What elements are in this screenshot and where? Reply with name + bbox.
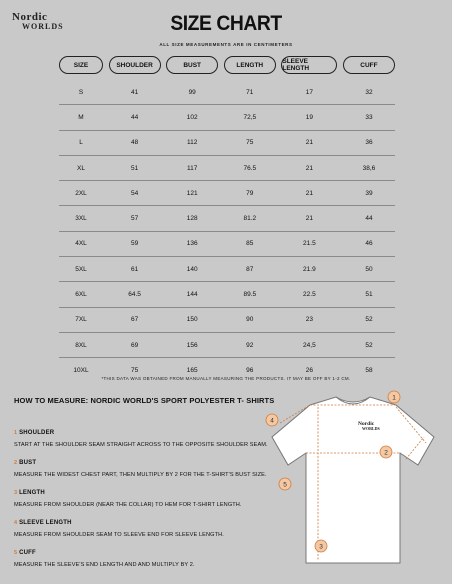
- cell-size: M: [78, 113, 84, 121]
- cell-sleeve-length: 22.5: [303, 291, 316, 299]
- cell-size: 7XL: [75, 316, 87, 324]
- howto-number: 5: [14, 550, 18, 556]
- cell-size: 3XL: [75, 215, 87, 223]
- cell-size: 5XL: [75, 265, 87, 273]
- cell-shoulder: 61: [130, 265, 139, 273]
- cell-cuff: 58: [365, 366, 373, 374]
- cell-sleeve-length: 17: [305, 88, 313, 96]
- cell-cuff: 50: [365, 265, 373, 273]
- howto-item-title: LENGTH: [19, 490, 45, 496]
- marker-5: [279, 478, 291, 490]
- table-header: [59, 56, 395, 76]
- svg-text:3: 3: [319, 543, 323, 551]
- howto-item-cuff: [14, 541, 195, 568]
- howto-number: 4: [14, 520, 18, 526]
- cell-shoulder: 51: [130, 164, 139, 172]
- cell-sleeve-length: 21: [305, 164, 313, 172]
- table-row: [59, 308, 395, 333]
- howto-item-desc: MEASURE THE SLEEVE'S END LENGTH AND AND MULTIPLY BY 2.: [14, 562, 195, 568]
- howto-number: 1: [14, 430, 18, 436]
- cell-sleeve-length: 21: [305, 189, 313, 197]
- cell-sleeve-length: 23: [305, 316, 313, 324]
- table-row: [59, 333, 395, 358]
- cell-length: 76.5: [243, 164, 257, 172]
- svg-text:5: 5: [283, 481, 287, 489]
- howto-item-title: BUST: [19, 460, 37, 466]
- cell-cuff: 36: [365, 139, 373, 147]
- marker-2: [380, 446, 392, 458]
- table-row: [59, 105, 395, 130]
- tshirt-diagram: [258, 385, 448, 575]
- table-row: [59, 206, 395, 231]
- cell-shoulder: 41: [130, 88, 139, 96]
- cell-size: 8XL: [75, 341, 87, 349]
- howto-item-title: SLEEVE LENGTH: [19, 520, 72, 526]
- cell-sleeve-length: 21.5: [303, 240, 316, 248]
- cell-length: 96: [246, 366, 254, 374]
- cell-sleeve-length: 21: [305, 215, 313, 223]
- cell-cuff: 44: [365, 215, 373, 223]
- cell-bust: 99: [188, 88, 196, 96]
- table-row: [59, 156, 395, 181]
- table-row: [59, 131, 395, 156]
- howto-item-desc: START AT THE SHOULDER SEAM STRAIGHT ACROSS TO THE OPPOSITE SHOULDER SEAM.: [14, 442, 268, 448]
- cell-shoulder: 44: [130, 113, 139, 121]
- howto-item-desc: MEASURE THE WIDEST CHEST PART, THEN MULTIPLY BY 2 FOR THE T-SHIRT'S BUST SIZE.: [14, 472, 267, 478]
- svg-text:2: 2: [384, 449, 388, 457]
- howto-item-title: SHOULDER: [19, 430, 55, 436]
- howto-item-sleeve-length: [14, 511, 224, 538]
- column-header-cuff: CUFF: [343, 56, 395, 74]
- cell-shoulder: 57: [130, 215, 139, 223]
- howto-title: HOW TO MEASURE: NORDIC WORLD'S SPORT POLYESTER T- SHIRTS: [14, 396, 275, 405]
- cell-cuff: 52: [365, 341, 373, 349]
- cell-cuff: 46: [365, 240, 373, 248]
- cell-bust: 117: [187, 164, 198, 172]
- cell-size: S: [78, 88, 84, 96]
- cell-size: 2XL: [75, 189, 87, 197]
- cell-length: 79: [246, 189, 254, 197]
- howto-item-desc: MEASURE FROM SHOULDER (NEAR THE COLLAR) TO HEM FOR T-SHIRT LENGTH.: [14, 502, 242, 508]
- howto-item-desc: MEASURE FROM SHOULDER SEAM TO SLEEVE END FOR SLEEVE LENGTH.: [14, 532, 224, 538]
- cell-cuff: 52: [365, 316, 373, 324]
- table-row: [59, 257, 395, 282]
- size-table-body: [59, 80, 395, 383]
- cell-sleeve-length: 21: [305, 139, 313, 147]
- cell-shoulder: 67: [130, 316, 139, 324]
- howto-item-title: CUFF: [19, 550, 36, 556]
- cell-bust: 140: [186, 265, 198, 273]
- cell-bust: 102: [186, 113, 198, 121]
- cell-length: 72,5: [243, 113, 257, 121]
- cell-size: 6XL: [75, 291, 87, 299]
- table-row: [59, 181, 395, 206]
- cell-shoulder: 59: [130, 240, 139, 248]
- logo-line1: Nordic: [12, 11, 48, 23]
- page-subtitle: ALL SIZE MEASUREMENTS ARE IN CENTIMETERS: [159, 42, 293, 47]
- cell-bust: 156: [186, 341, 198, 349]
- cell-length: 87: [246, 265, 254, 273]
- column-header-size: SIZE: [59, 56, 103, 74]
- cell-cuff: 32: [365, 88, 373, 96]
- cell-shoulder: 54: [130, 189, 139, 197]
- shirt-logo-line2: WORLDS: [362, 426, 380, 431]
- column-header-sleeve-length: SLEEVE LENGTH: [281, 56, 337, 74]
- table-row: [59, 80, 395, 105]
- cell-length: 85: [246, 240, 254, 248]
- shirt-logo-line1: Nordic: [358, 421, 375, 427]
- cell-shoulder: 64.5: [128, 291, 141, 299]
- cell-bust: 150: [186, 316, 198, 324]
- howto-item-bust: [14, 451, 267, 478]
- howto-item-length: [14, 481, 242, 508]
- cell-sleeve-length: 24,5: [303, 341, 316, 349]
- cell-sleeve-length: 26: [305, 366, 313, 374]
- cell-cuff: 39: [365, 189, 373, 197]
- cell-shoulder: 69: [130, 341, 139, 349]
- page-title: SIZE CHART: [170, 12, 282, 35]
- cell-size: L: [79, 139, 83, 147]
- table-row: [59, 282, 395, 307]
- cell-length: 90: [246, 316, 254, 324]
- cell-cuff: 38,6: [362, 164, 376, 172]
- cell-length: 71: [246, 88, 254, 96]
- cell-sleeve-length: 19: [305, 113, 313, 121]
- howto-number: 3: [14, 490, 18, 496]
- svg-text:1: 1: [392, 394, 396, 402]
- cell-length: 92: [246, 341, 254, 349]
- svg-text:4: 4: [270, 417, 274, 425]
- cell-size: 10XL: [73, 366, 89, 374]
- cell-cuff: 51: [365, 291, 373, 299]
- footnote: *THIS DATA WAS OBTAINED FROM MANUALLY MEASURING THE PRODUCTS. IT MAY BE OFF BY 1-2 CM.: [101, 376, 351, 381]
- cell-length: 75: [246, 139, 254, 147]
- column-header-bust: BUST: [166, 56, 218, 74]
- cell-bust: 136: [186, 240, 198, 248]
- cell-shoulder: 75: [130, 366, 139, 374]
- cell-bust: 165: [186, 366, 198, 374]
- cell-sleeve-length: 21.9: [303, 265, 316, 273]
- marker-1: [388, 391, 400, 403]
- howto-number: 2: [14, 460, 18, 466]
- logo-line2: WORLDS: [22, 22, 64, 31]
- cell-length: 81.2: [243, 215, 257, 223]
- marker-3: [315, 540, 327, 552]
- cell-bust: 112: [187, 139, 198, 147]
- cell-size: 4XL: [75, 240, 87, 248]
- howto-item-shoulder: [14, 421, 268, 448]
- table-row: [59, 232, 395, 257]
- marker-4: [266, 414, 278, 426]
- column-header-shoulder: SHOULDER: [109, 56, 161, 74]
- tshirt-outline: [272, 394, 434, 563]
- cell-bust: 128: [186, 215, 198, 223]
- cell-bust: 144: [186, 291, 198, 299]
- column-header-length: LENGTH: [224, 56, 276, 74]
- cell-cuff: 33: [365, 113, 373, 121]
- cell-length: 89.5: [243, 291, 257, 299]
- cell-size: XL: [77, 164, 85, 172]
- cell-shoulder: 48: [130, 139, 139, 147]
- cell-bust: 121: [186, 189, 198, 197]
